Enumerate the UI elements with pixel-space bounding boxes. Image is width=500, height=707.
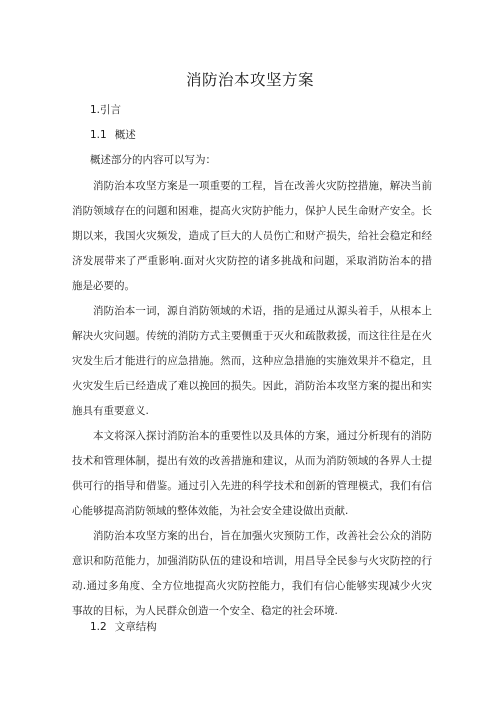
document-title: 消防治本攻坚方案 bbox=[185, 71, 314, 89]
paragraph-2: 消防治本一词，源自消防领域的术语，指的是通过从源头着手，从根本上解决火灾问题。传统的消防方式主要侧重于灭火和疏散救援，而这往往是在火灾发生后才能进行的应急措施。然而，这种应急措施的实施效果并不稳定，且火灾发生后已经造成了难以挽回的损失。因此，消防治本攻坚方案的提出和实施具有重要意义. bbox=[72, 305, 432, 417]
intro-line: 概述部分的内容可以写为： bbox=[90, 154, 216, 166]
paragraph-1: 消防治本攻坚方案是一项重要的工程，旨在改善火灾防控措施，解决当前消防领域存在的问题和困难，提高火灾防护能力，保护人民生命财产安全。长期以来，我国火灾频发，造成了巨大的人员伤亡和财产损失，给社会稳定和经济发展带来了严重影响.面对火灾防控的诸多挑战和问题，采取消防治本的措施是必要的。 bbox=[72, 180, 432, 292]
section-number: 1.2 bbox=[90, 621, 107, 633]
section-label: 文章结构 bbox=[114, 621, 157, 633]
section-heading-1-2 bbox=[90, 620, 157, 634]
section-number: 1.1 bbox=[90, 129, 107, 141]
section-heading-1-1 bbox=[90, 128, 136, 142]
section-label: 概述 bbox=[114, 129, 136, 141]
paragraph-3: 本文将深入探讨消防治本的重要性以及具体的方案，通过分析现有的消防技术和管理体制，提出有效的改善措施和建议，从而为消防领域的各界人士提供可行的指导和借鉴。通过引入先进的科学技术和创新的管理模式，我们有信心能够提高消防领域的整体效能，为社会安全建设做出贡献. bbox=[72, 430, 432, 517]
paragraph-4: 消防治本攻坚方案的出台，旨在加强火灾预防工作，改善社会公众的消防意识和防范能力，加强消防队伍的建设和培训，用昌导全民参与火灾防控的行动.通过多角度、全方位地提高火灾防控能力，我们有信心能够实现减少火灾事故的目标，为人民群众创造一个安全、稳定的社会环境. bbox=[72, 530, 432, 617]
section-heading-1: 1.引言 bbox=[90, 104, 122, 116]
